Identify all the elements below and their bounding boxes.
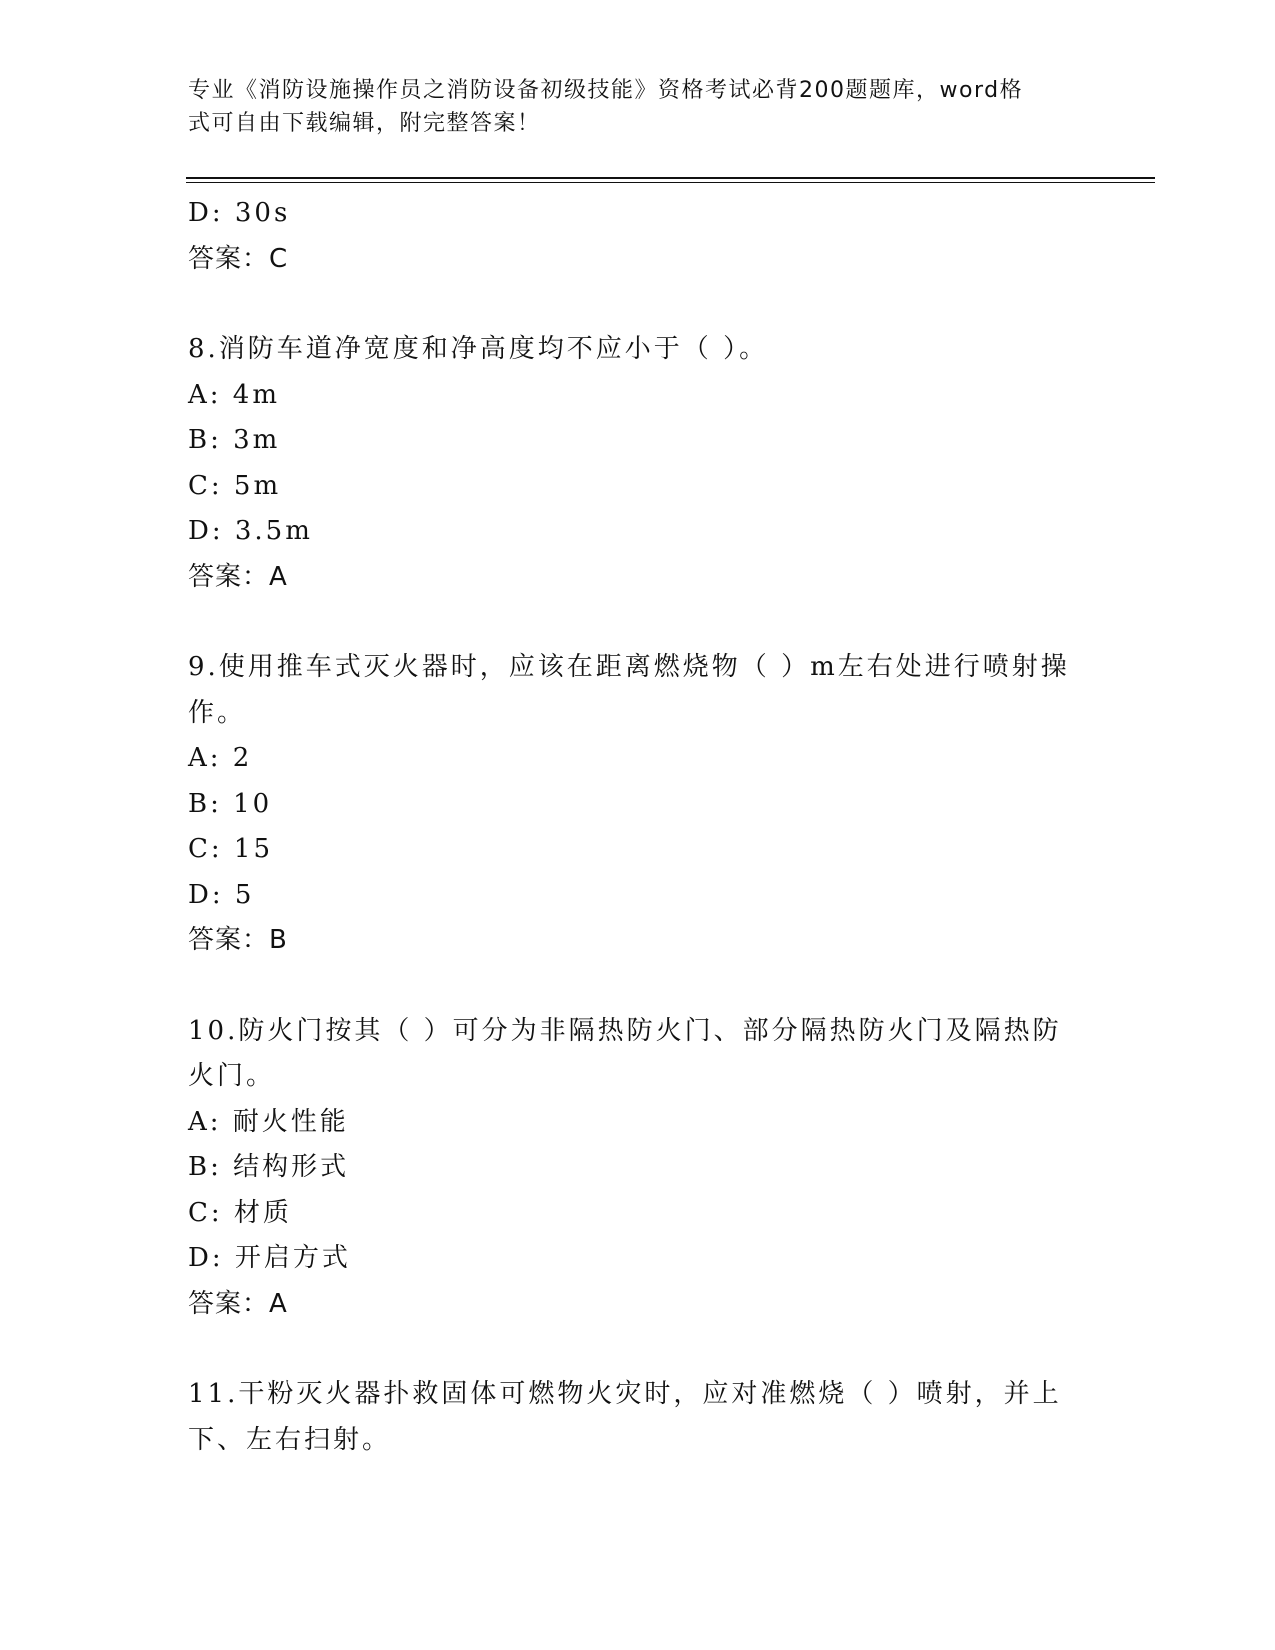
option-d: D: 开启方式 <box>188 1243 351 1273</box>
question-stem-line-2: 作。 <box>188 697 247 728</box>
question-11 <box>188 1372 1088 1463</box>
option-d: D: 3.5m <box>188 516 313 546</box>
option-a: A: 耐火性能 <box>188 1106 349 1137</box>
answer-line: 答案：B <box>188 925 288 955</box>
header-line-2: 式可自由下载编辑，附完整答案！ <box>188 111 541 136</box>
question-10 <box>188 1009 1088 1328</box>
answer-line: 答案：C <box>188 243 289 274</box>
question-stem-line-2: 下、左右扫射。 <box>188 1424 392 1455</box>
option-a: A: 2 <box>188 743 253 773</box>
answer-line: 答案：A <box>188 1288 288 1319</box>
question-8 <box>188 327 1088 600</box>
question-stem-line-1: 11.干粉灭火器扑救固体可燃物火灾时，应对准燃烧（ ）喷射，并上 <box>188 1379 1062 1409</box>
option-d: D: 30s <box>188 198 291 228</box>
option-b: B: 3m <box>188 425 281 455</box>
answer-line: 答案：A <box>188 561 288 592</box>
question-content <box>188 191 1088 1463</box>
header-rule-thick <box>186 177 1155 179</box>
option-b: B: 10 <box>188 788 273 819</box>
question-stem: 8.消防车道净宽度和净高度均不应小于（ ）。 <box>188 334 769 364</box>
option-c: C: 5m <box>188 470 282 501</box>
option-a: A: 4m <box>188 379 280 410</box>
option-d: D: 5 <box>188 879 255 910</box>
spacer <box>188 600 1088 645</box>
spacer <box>188 282 1088 327</box>
header-rule-thin <box>186 182 1155 183</box>
question-stem-line-2: 火门。 <box>188 1061 276 1091</box>
header-line-1: 专业《消防设施操作员之消防设备初级技能》资格考试必背200题题库，word格 <box>188 78 1024 103</box>
option-c: C: 15 <box>188 834 274 864</box>
option-c: C: 材质 <box>188 1197 292 1228</box>
question-stem-line-1: 10.防火门按其（ ）可分为非隔热防火门、部分隔热防火门及隔热防 <box>188 1015 1062 1046</box>
question-stem-line-1: 9.使用推车式灭火器时，应该在距离燃烧物（ ）m左右处进行喷射操 <box>188 652 1070 682</box>
document-header <box>188 74 1088 140</box>
spacer <box>188 964 1088 1009</box>
question-9 <box>188 645 1088 964</box>
option-b: B: 结构形式 <box>188 1152 350 1182</box>
spacer <box>188 1327 1088 1372</box>
